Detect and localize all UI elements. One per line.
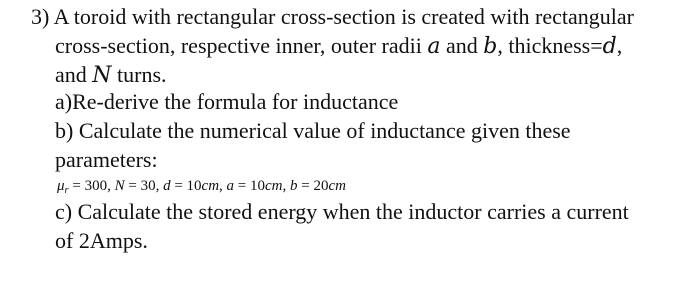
text-segment: turns. bbox=[111, 62, 167, 87]
part-b-text: b) Calculate the numerical value of inductance given these bbox=[55, 118, 571, 143]
symbol-a: a bbox=[226, 178, 235, 194]
part-c-line-1 bbox=[55, 199, 629, 225]
part-c-text: c) Calculate the stored energy when the inductor carries a current bbox=[55, 199, 629, 224]
symbol-mu: μ bbox=[57, 178, 65, 194]
symbol-N: N bbox=[92, 63, 112, 88]
text-segment: , bbox=[616, 33, 623, 58]
value-a: = 10 bbox=[234, 178, 266, 194]
symbol-b: b bbox=[290, 178, 298, 194]
symbol-N: N bbox=[114, 178, 125, 194]
part-b-line-1 bbox=[55, 118, 571, 144]
separator: , bbox=[282, 178, 291, 194]
value-N: = 30, bbox=[124, 178, 164, 194]
text-segment: cross-section, respective inner, outer radii bbox=[55, 33, 428, 58]
text-segment: , thickness= bbox=[497, 33, 603, 58]
text-segment: and bbox=[440, 33, 484, 58]
problem-line-3 bbox=[55, 62, 167, 89]
symbol-b: b bbox=[483, 34, 498, 59]
part-b-line-2 bbox=[55, 147, 158, 173]
unit-cm: cm bbox=[201, 178, 220, 194]
problem-line-1 bbox=[31, 4, 634, 30]
problem-line-2 bbox=[55, 33, 622, 60]
symbol-a: a bbox=[427, 34, 441, 59]
value-mu: = 300, bbox=[68, 178, 115, 194]
unit-cm: cm bbox=[328, 178, 346, 194]
subscript-r: r bbox=[64, 185, 69, 196]
part-b-text: parameters: bbox=[55, 147, 158, 172]
separator: , bbox=[219, 178, 227, 194]
unit-cm: cm bbox=[265, 178, 283, 194]
text-segment: and bbox=[55, 62, 93, 87]
part-c-text: of 2Amps. bbox=[55, 228, 148, 253]
symbol-d: d bbox=[602, 34, 617, 59]
problem-statement-text: 3) A toroid with rectangular cross-section is created with rectangular bbox=[31, 4, 634, 29]
part-a-text: a)Re-derive the formula for inductance bbox=[55, 89, 399, 114]
part-a bbox=[55, 89, 398, 115]
value-b: = 20 bbox=[297, 178, 329, 194]
part-c-line-2 bbox=[55, 228, 148, 254]
symbol-d: d bbox=[163, 178, 171, 194]
value-d: = 10 bbox=[170, 178, 202, 194]
parameters-line bbox=[57, 176, 346, 201]
